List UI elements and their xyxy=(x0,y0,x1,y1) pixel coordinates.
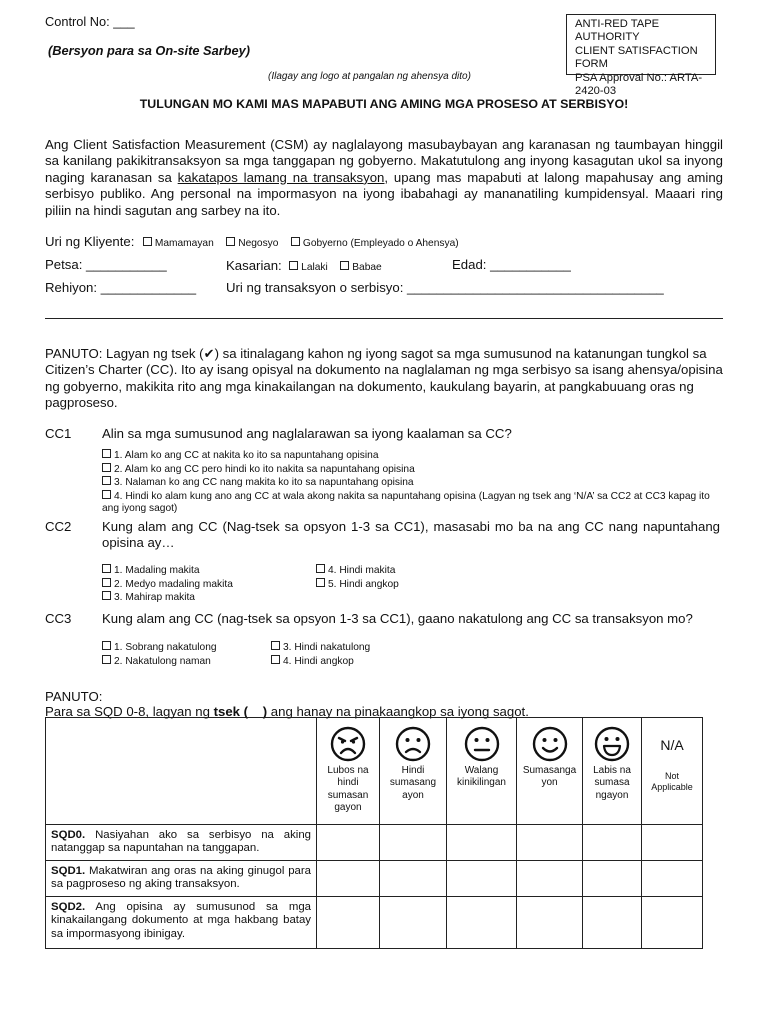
na-label: N/A xyxy=(660,737,684,753)
sqd-question-cell xyxy=(46,897,317,949)
sex-row xyxy=(226,257,382,275)
client-type-option[interactable] xyxy=(143,238,214,249)
checkbox-icon[interactable] xyxy=(340,261,349,270)
arta-box-line: ANTI-RED TAPE AUTHORITY xyxy=(575,18,660,44)
sqd-instruction-bold: tsek ( ) xyxy=(213,704,268,719)
cc2-option[interactable] xyxy=(102,564,312,578)
intro-text: upang mas mapabuti at lalong mapahusay ang aming serbisyo publiko. Ang personal na impormasyon na iyong ibabahagi ay mananatiling kumpidensyal. Maaari ring piliin na hindi sagutan ang sarbey na ito. xyxy=(45,169,723,218)
cc1-question: Alin sa mga sumusunod ang naglalarawan sa iyong kaalaman sa CC? xyxy=(102,426,512,441)
cc-instructions: PANUTO: Lagyan ng tsek (✔) sa itinalagang kahon ng iyong sagot sa mga sumusunod na katanungan tungkol sa Citizen’s Charter (CC). Ito ay isang opisyal na dokumento na naglalaman ng mga serbisyo sa isang ahensya/opisina ng gobyerno, makikita rito ang mga kinakailangan na dokumento, kaukulang bayarin, at pangkabuuang oras ng pagproseso. xyxy=(45,346,723,411)
cc3-options-right xyxy=(271,641,451,668)
cc3-options-left xyxy=(102,641,267,668)
age-field[interactable]: Edad: ___________ xyxy=(452,257,571,272)
client-type-option[interactable] xyxy=(291,238,459,249)
rating-cell[interactable] xyxy=(517,825,583,861)
checkbox-icon[interactable] xyxy=(102,564,111,573)
option-label: 2. Alam ko ang CC pero hindi ko ito nakita sa napuntahang opisina xyxy=(114,463,415,475)
cc2-options-left xyxy=(102,564,312,605)
cc2-question: Kung alam ang CC (Nag-tsek sa opsyon 1-3 sa CC1), masasabi mo ba na ang CC nang napuntahang opisina ay… xyxy=(102,519,720,551)
sqd-header-cell xyxy=(380,718,447,825)
sqd-panuto: PANUTO: xyxy=(45,689,103,704)
sqd-column-label: Lubos na hindi sumasan gayon xyxy=(327,765,369,814)
checkbox-icon[interactable] xyxy=(102,463,111,472)
sqd-header-cell xyxy=(447,718,517,825)
cc3-question: Kung alam ang CC (nag-tsek sa opsyon 1-3 sa CC1), gaano nakatulong ang CC sa transaksyon mo? xyxy=(102,611,693,626)
option-label: 4. Hindi makita xyxy=(328,565,396,576)
rating-cell[interactable] xyxy=(447,861,517,897)
rating-cell[interactable] xyxy=(642,861,703,897)
sqd-instruction-text: Para sa SQD 0-8, lagyan ng xyxy=(45,704,214,719)
sqd-header-cell-na xyxy=(642,718,703,825)
intro-underlined-text: kakatapos lamang na transaksyon, xyxy=(177,169,389,185)
checkbox-icon[interactable] xyxy=(316,578,325,587)
rating-cell[interactable] xyxy=(583,897,642,949)
cc1-option[interactable] xyxy=(102,476,712,490)
checkbox-icon[interactable] xyxy=(271,655,280,664)
arta-box-line: PSA Approval No.: ARTA- xyxy=(575,71,703,84)
sqd-question-text: Nasiyahan ako sa serbisyo na aking natanggap sa napuntahan na tanggapan. xyxy=(51,829,312,855)
cc1-option[interactable] xyxy=(102,463,712,477)
rating-cell[interactable] xyxy=(380,861,447,897)
cc2-option[interactable] xyxy=(102,591,312,605)
option-label: Mamamayan xyxy=(154,238,214,249)
arta-box-line: 2420-03 xyxy=(575,85,617,98)
sqd-question-text: Makatwiran ang oras na aking ginugol para sa pagproseso ng aking transaksyon. xyxy=(51,865,311,891)
sqd-header-cell xyxy=(517,718,583,825)
client-type-option[interactable] xyxy=(226,238,278,249)
checkbox-icon[interactable] xyxy=(102,655,111,664)
sqd-column-label: Hindi sumasang ayon xyxy=(389,765,437,801)
client-type-row xyxy=(45,233,459,251)
sqd-header-blank xyxy=(46,718,317,825)
option-label: 1. Sobrang nakatulong xyxy=(114,642,217,653)
checkbox-icon[interactable] xyxy=(143,237,152,246)
version-note: (Bersyon para sa On-site Sarbey) xyxy=(48,43,250,58)
option-label: 1. Alam ko ang CC at nakita ko ito sa napuntahang opisina xyxy=(114,450,379,461)
cc2-options-right xyxy=(316,564,516,591)
cc1-option[interactable] xyxy=(102,449,712,463)
rating-cell[interactable] xyxy=(380,825,447,861)
checkbox-icon[interactable] xyxy=(102,490,111,499)
control-no: Control No: ___ xyxy=(45,14,135,29)
arta-box-line: CLIENT SATISFACTION xyxy=(575,44,698,57)
very-sad-face-icon xyxy=(330,726,366,762)
rating-cell[interactable] xyxy=(517,861,583,897)
checkbox-icon[interactable] xyxy=(271,641,280,650)
checkbox-icon[interactable] xyxy=(316,564,325,573)
sqd-instruction-text: ang hanay na pinakaangkop sa iyong sagot. xyxy=(267,704,529,719)
cc3-option[interactable] xyxy=(102,641,267,655)
cc3-label: CC3 xyxy=(45,611,72,626)
rating-cell[interactable] xyxy=(583,825,642,861)
checkbox-icon[interactable] xyxy=(289,261,298,270)
option-label: 4. Hindi ko alam kung ano ang CC at wala akong nakita sa napuntahang opisina (Lagyan ng tsek ang ‘N/A’ sa CC2 at CC3 kapag ito ang iyong sagot) xyxy=(102,490,710,515)
sqd-question-cell xyxy=(46,861,317,897)
rating-cell[interactable] xyxy=(317,861,380,897)
checkbox-icon[interactable] xyxy=(102,641,111,650)
option-label: 2. Medyo madaling makita xyxy=(114,578,233,590)
sqd-question-text: Ang opisina ay sumusunod sa mga kinakailangang dokumento at mga hakbang batay sa impormasyong ibinigay. xyxy=(51,901,311,940)
sqd-code: SQD1. xyxy=(51,865,86,877)
option-label: 3. Hindi nakatulong xyxy=(283,642,371,653)
cc2-option[interactable] xyxy=(316,578,516,592)
rating-cell[interactable] xyxy=(317,897,380,949)
arta-form-box xyxy=(566,14,716,98)
sqd-question-cell xyxy=(46,825,317,861)
table-row xyxy=(46,897,703,949)
smile-face-icon xyxy=(532,726,568,762)
cc3-option[interactable] xyxy=(102,655,267,669)
na-sublabel: Not Applicable xyxy=(651,771,693,793)
cc3-option[interactable] xyxy=(271,641,451,655)
logo-placeholder-note: (Ilagay ang logo at pangalan ng ahensya dito) xyxy=(268,71,471,82)
sqd-header-cell xyxy=(317,718,380,825)
region-field[interactable]: Rehiyon: _____________ xyxy=(45,280,197,295)
date-field[interactable]: Petsa: ___________ xyxy=(45,257,167,272)
option-label: 3. Mahirap makita xyxy=(114,592,195,604)
sqd-column-label: Labis na sumasa ngayon xyxy=(593,765,631,801)
rating-cell[interactable] xyxy=(317,825,380,861)
rating-cell[interactable] xyxy=(583,861,642,897)
intro-paragraph xyxy=(45,137,723,219)
sad-face-icon xyxy=(395,726,431,762)
cc3-option[interactable] xyxy=(271,655,451,669)
cc2-option[interactable] xyxy=(316,564,516,578)
option-label: 3. Nalaman ko ang CC nang makita ko ito sa napuntahang opisina xyxy=(114,477,414,489)
sex-option[interactable] xyxy=(340,262,381,273)
transaction-type-field[interactable]: Uri ng transaksyon o serbisyo: ___________________________________ xyxy=(226,280,664,295)
option-label: 5. Hindi angkop xyxy=(328,578,399,590)
option-label: Gobyerno (Empleyado o Ahensya) xyxy=(302,238,459,249)
rating-cell[interactable] xyxy=(447,825,517,861)
cc1-options xyxy=(102,449,712,516)
sqd-column-label: Sumasanga yon xyxy=(522,765,577,789)
option-label: Negosyo xyxy=(238,238,279,249)
sqd-header-row xyxy=(46,718,703,825)
cc2-option[interactable] xyxy=(102,578,312,592)
sqd-rating-table xyxy=(45,717,703,949)
sex-option[interactable] xyxy=(289,262,328,273)
page-title: TULUNGAN MO KAMI MAS MAPABUTI ANG AMING MGA PROSESO AT SERBISYO! xyxy=(139,97,629,111)
sqd-column-label: Walang kinikilingan xyxy=(457,765,506,789)
sex-label: Kasarian: xyxy=(226,258,282,273)
option-label: 1. Madaling makita xyxy=(114,565,200,576)
neutral-face-icon xyxy=(464,726,500,762)
option-label: 2. Nakatulong naman xyxy=(114,655,211,667)
checkbox-icon[interactable] xyxy=(291,237,300,246)
client-type-label: Uri ng Kliyente: xyxy=(45,234,135,249)
section-divider xyxy=(45,318,723,319)
cc1-label: CC1 xyxy=(45,426,72,441)
rating-cell[interactable] xyxy=(642,825,703,861)
cc1-option[interactable] xyxy=(102,490,712,516)
big-smile-face-icon xyxy=(594,726,630,762)
checkbox-icon[interactable] xyxy=(102,591,111,600)
sqd-code: SQD2. xyxy=(51,901,86,913)
option-label: 4. Hindi angkop xyxy=(283,655,354,667)
checkbox-icon[interactable] xyxy=(102,449,111,458)
table-row xyxy=(46,825,703,861)
intro-text: Ang Client Satisfaction Measurement (CSM) ay naglalayong masubaybayan ang karanasan ng taumbayan hinggil sa kanilang pakikitransaksyon sa mga tanggapan ng gobyerno. Makatutulong ang inyong kasagutan ukol sa inyong naging karanasan sa xyxy=(45,137,723,185)
rating-cell[interactable] xyxy=(447,897,517,949)
rating-cell[interactable] xyxy=(642,897,703,949)
checkbox-icon[interactable] xyxy=(226,237,235,246)
option-label: Lalaki xyxy=(301,262,328,273)
option-label: Babae xyxy=(352,262,382,273)
sqd-header-cell xyxy=(583,718,642,825)
arta-box-line: FORM xyxy=(575,58,608,71)
cc2-label: CC2 xyxy=(45,519,72,534)
sqd-code: SQD0. xyxy=(51,829,86,841)
checkbox-icon[interactable] xyxy=(102,578,111,587)
checkbox-icon[interactable] xyxy=(102,476,111,485)
table-row xyxy=(46,861,703,897)
rating-cell[interactable] xyxy=(380,897,447,949)
rating-cell[interactable] xyxy=(517,897,583,949)
